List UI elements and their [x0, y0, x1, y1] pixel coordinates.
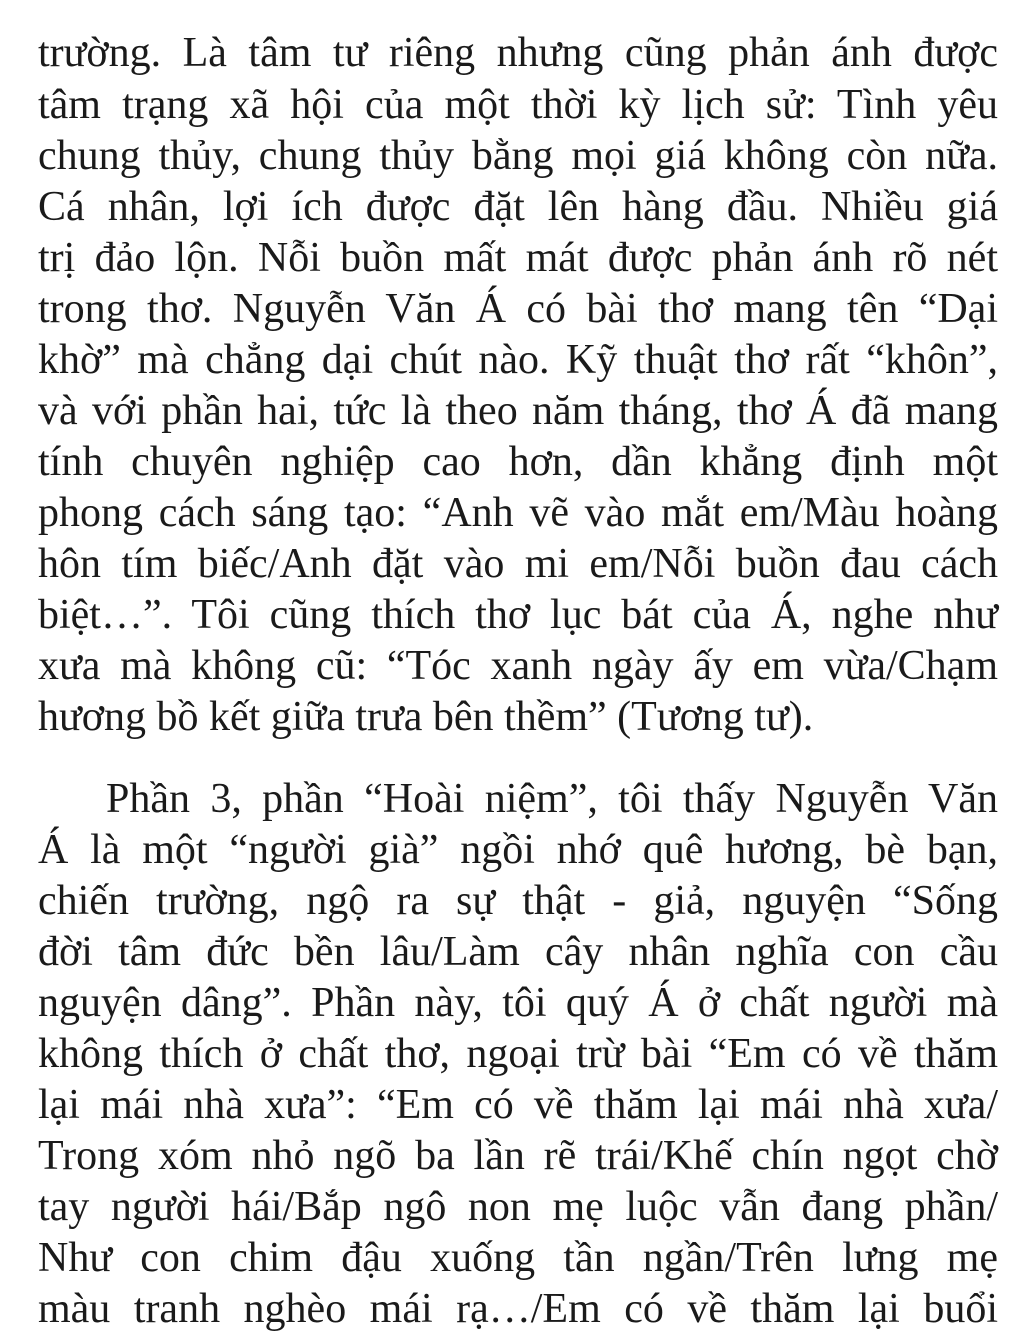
- text-line: Như con chim đậu xuống tần ngần/Trên lưng mẹ: [38, 1235, 998, 1281]
- text-line: chiến trường, ngộ ra sự thật - giả, nguyện “Sống: [38, 878, 998, 924]
- text-line: lại mái nhà xưa”: “Em có về thăm lại mái nhà xưa/: [38, 1082, 998, 1128]
- text-line: hương bồ kết giữa trưa bên thềm” (Tương tư).: [38, 694, 814, 740]
- text-line: biệt…”. Tôi cũng thích thơ lục bát của Á, nghe như: [38, 592, 998, 638]
- text-line: nguyện dâng”. Phần này, tôi quý Á ở chất người mà: [38, 980, 998, 1026]
- text-line: trường. Là tâm tư riêng nhưng cũng phản ánh được: [38, 30, 998, 76]
- text-line: phong cách sáng tạo: “Anh vẽ vào mắt em/Màu hoàng: [38, 490, 998, 536]
- text-line: không thích ở chất thơ, ngoại trừ bài “Em có về thăm: [38, 1031, 998, 1077]
- text-line: màu tranh nghèo mái rạ…/Em có về thăm lại buổi: [38, 1286, 998, 1332]
- text-line: Trong xóm nhỏ ngõ ba lần rẽ trái/Khế chín ngọt chờ: [38, 1133, 998, 1179]
- text-line: Phần 3, phần “Hoài niệm”, tôi thấy Nguyễn Văn: [106, 776, 998, 822]
- text-line: tay người hái/Bắp ngô non mẹ luộc vẫn đang phần/: [38, 1184, 998, 1230]
- text-line: tâm trạng xã hội của một thời kỳ lịch sử: Tình yêu: [38, 82, 998, 128]
- text-line: khờ” mà chẳng dại chút nào. Kỹ thuật thơ rất “khôn”,: [38, 337, 998, 383]
- text-line: đời tâm đức bền lâu/Làm cây nhân nghĩa con cầu: [38, 929, 998, 975]
- text-line: Á là một “người già” ngồi nhớ quê hương, bè bạn,: [38, 827, 998, 873]
- text-line: và với phần hai, tức là theo năm tháng, thơ Á đã mang: [38, 388, 998, 434]
- text-line: xưa mà không cũ: “Tóc xanh ngày ấy em vừa/Chạm: [38, 643, 998, 689]
- text-line: trị đảo lộn. Nỗi buồn mất mát được phản ánh rõ nét: [38, 235, 998, 281]
- text-line: Cá nhân, lợi ích được đặt lên hàng đầu. Nhiều giá: [38, 184, 998, 230]
- text-line: trong thơ. Nguyễn Văn Á có bài thơ mang tên “Dại: [38, 286, 998, 332]
- text-line: tính chuyên nghiệp cao hơn, dần khẳng định một: [38, 439, 998, 485]
- text-line: hôn tím biếc/Anh đặt vào mi em/Nỗi buồn đau cách: [38, 541, 998, 587]
- text-line: chung thủy, chung thủy bằng mọi giá không còn nữa.: [38, 133, 998, 179]
